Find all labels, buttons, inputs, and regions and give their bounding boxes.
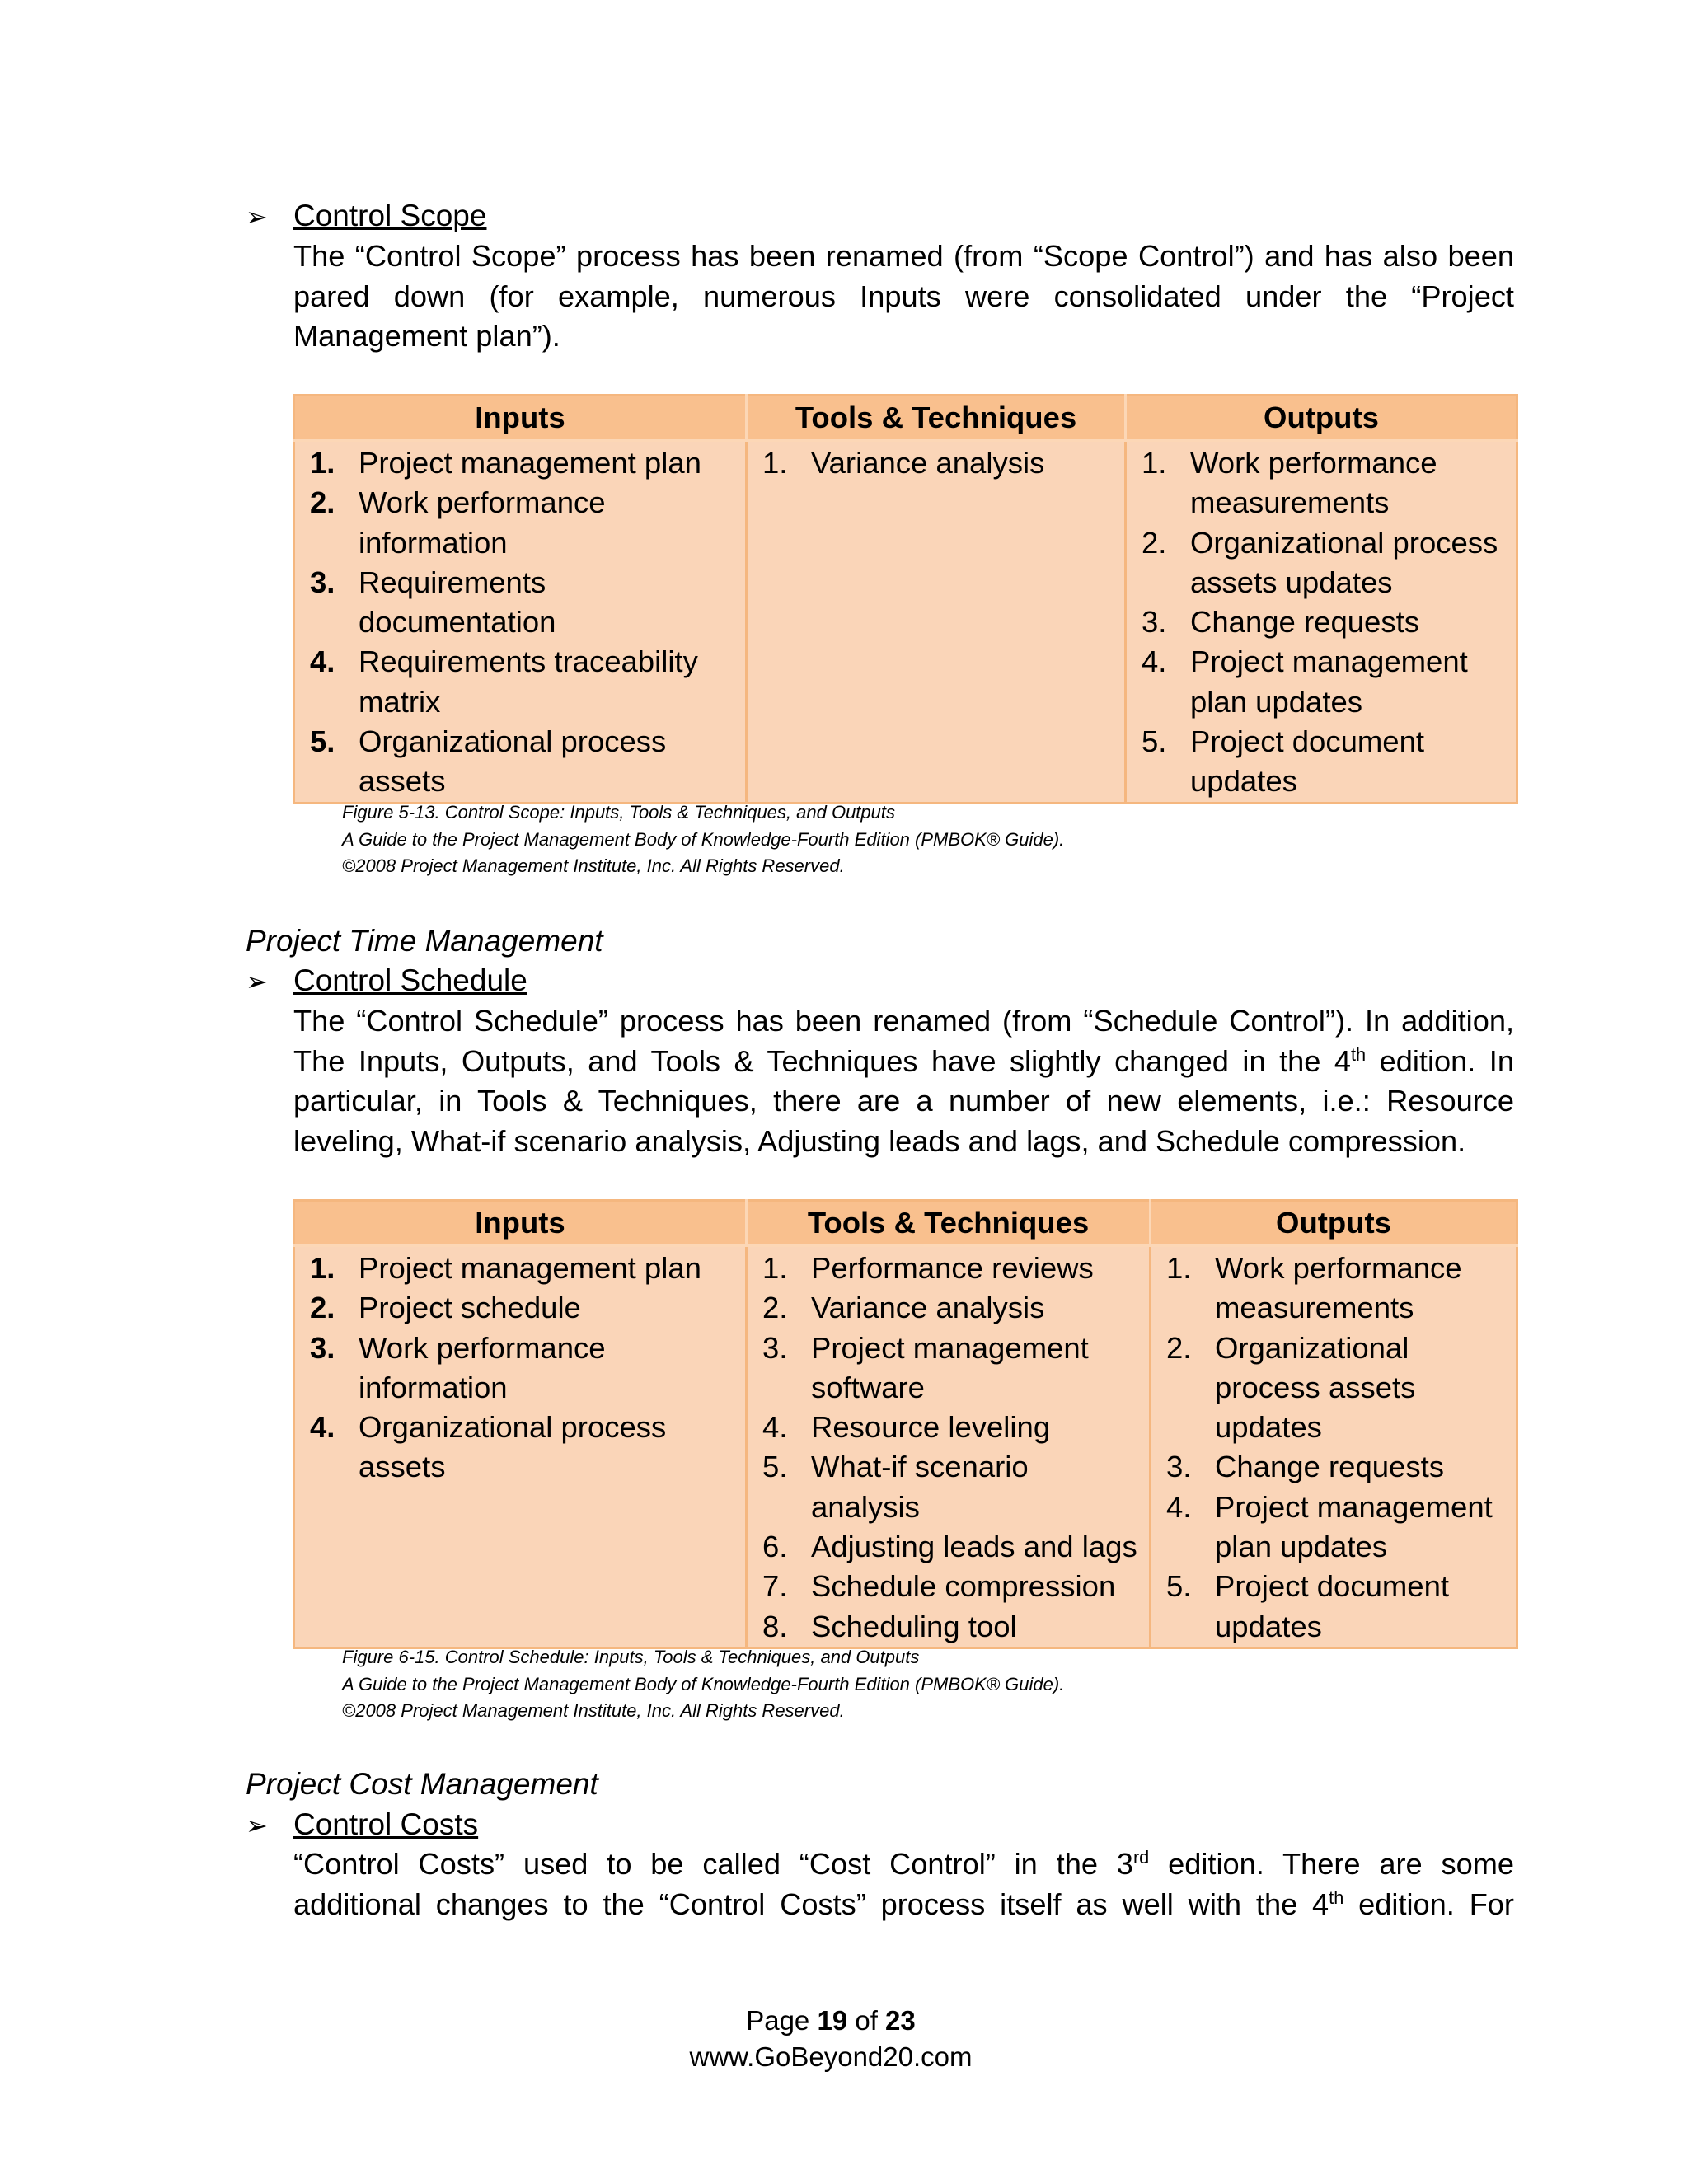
tools-list — [748, 443, 1124, 483]
item-number: 3. — [310, 1330, 335, 1365]
control-schedule-itto-table — [293, 1199, 1518, 1649]
paragraph-line — [293, 1042, 1514, 1082]
item-number: 3. — [1142, 605, 1167, 640]
control-scope-heading: Control Scope — [293, 199, 487, 232]
outputs-list — [1151, 1249, 1516, 1647]
outputs-list — [1127, 443, 1516, 802]
paragraph-line: The “Control Schedule” process has been renamed (from “Schedule Control”). In addition, — [293, 1004, 1514, 1038]
control-scope-itto-table — [293, 394, 1518, 804]
text-run: “Control Costs” used to be called “Cost Control” in the 3 — [293, 1847, 1133, 1881]
list-item — [295, 483, 745, 563]
item-text: Project document updates — [1190, 724, 1425, 799]
item-number: 4. — [310, 1410, 335, 1445]
item-number: 5. — [1142, 724, 1167, 759]
total-pages: 23 — [885, 2005, 916, 2036]
list-item — [295, 563, 745, 643]
item-text: Scheduling tool — [811, 1609, 1017, 1643]
list-item — [1127, 602, 1516, 642]
item-number: 6. — [762, 1530, 788, 1564]
control-schedule-heading: Control Schedule — [293, 963, 528, 997]
superscript: rd — [1132, 1846, 1150, 1868]
item-number: 8. — [762, 1609, 788, 1643]
paragraph-line: leveling, What-if scenario analysis, Adjusting leads and lags, and Schedule compression. — [293, 1123, 1466, 1158]
item-text: Work performance information — [359, 1330, 606, 1404]
project-cost-management-title: Project Cost Management — [246, 1767, 598, 1801]
column-header-outputs: Outputs — [1151, 1201, 1517, 1246]
outputs-cell — [1126, 441, 1517, 804]
text-run: additional changes to the “Control Costs” process itself as well with the 4 — [293, 1886, 1329, 1921]
caption-line: A Guide to the Project Management Body of Knowledge-Fourth Edition (PMBOK® Guide). — [342, 1673, 1065, 1694]
list-item — [748, 1329, 1149, 1408]
list-item — [1151, 1567, 1516, 1647]
list-item — [748, 1288, 1149, 1328]
list-item — [1151, 1249, 1516, 1329]
item-text: Organizational process assets — [359, 724, 667, 799]
item-number: 4. — [1142, 644, 1167, 679]
item-number: 3. — [310, 565, 335, 599]
item-number: 1. — [310, 446, 335, 480]
arrow-bullet-icon: ➢ — [246, 202, 268, 232]
item-text: Work performance information — [359, 485, 606, 560]
list-item — [1127, 523, 1516, 603]
item-number: 2. — [310, 1291, 335, 1325]
tools-cell — [747, 441, 1126, 804]
control-schedule-bullet — [246, 961, 528, 1001]
item-number: 4. — [762, 1410, 788, 1445]
item-number: 1. — [762, 1251, 788, 1285]
caption-line: Figure 6-15. Control Schedule: Inputs, Tools & Techniques, and Outputs — [342, 1647, 920, 1667]
inputs-cell — [294, 441, 747, 804]
text-run: edition. In — [1366, 1043, 1514, 1078]
item-text: Resource leveling — [811, 1410, 1051, 1445]
list-item — [295, 1329, 745, 1408]
item-number: 4. — [1166, 1489, 1192, 1524]
item-text: Variance analysis — [811, 446, 1045, 480]
list-item — [1151, 1447, 1516, 1487]
list-item — [1151, 1488, 1516, 1568]
arrow-bullet-icon: ➢ — [246, 967, 268, 996]
item-number: 5. — [310, 724, 335, 759]
column-header-inputs: Inputs — [294, 396, 747, 441]
item-text: Project schedule — [359, 1291, 581, 1325]
list-item — [1127, 642, 1516, 722]
list-item — [748, 1447, 1149, 1527]
superscript: th — [1351, 1043, 1367, 1065]
list-item — [748, 1249, 1149, 1288]
caption-line: Figure 5-13. Control Scope: Inputs, Tools & Techniques, and Outputs — [342, 802, 895, 823]
list-item — [748, 1607, 1149, 1647]
item-text: Project management plan — [359, 446, 701, 480]
paragraph-line: pared down (for example, numerous Inputs were consolidated under the “Project — [293, 279, 1514, 313]
item-number: 5. — [762, 1450, 788, 1484]
text-run: edition. For — [1343, 1886, 1514, 1921]
item-text: Organizational process assets updates — [1215, 1330, 1416, 1445]
inputs-list — [295, 1249, 745, 1488]
item-text: Project management plan — [359, 1251, 701, 1285]
item-number: 1. — [1142, 446, 1167, 480]
page-of: of — [847, 2005, 886, 2036]
list-item — [1127, 443, 1516, 523]
control-scope-paragraph — [293, 237, 1514, 357]
page-prefix: Page — [746, 2005, 818, 2036]
tools-list — [748, 1249, 1149, 1647]
list-item — [295, 1408, 745, 1488]
inputs-list — [295, 443, 745, 802]
item-number: 1. — [310, 1251, 335, 1285]
item-number: 1. — [1166, 1251, 1192, 1285]
item-number: 4. — [310, 644, 335, 679]
paragraph-line — [293, 1885, 1514, 1925]
caption-line: ©2008 Project Management Institute, Inc. All Rights Reserved. — [342, 1700, 845, 1721]
text-run: The Inputs, Outputs, and Tools & Techniques have slightly changed in the 4 — [293, 1043, 1351, 1078]
list-item — [295, 443, 745, 483]
inputs-cell — [294, 1246, 747, 1648]
item-number: 3. — [1166, 1450, 1192, 1484]
item-text: Project document updates — [1215, 1569, 1450, 1643]
item-text: Project management plan updates — [1215, 1489, 1493, 1564]
paragraph-line: The “Control Scope” process has been renamed (from “Scope Control”) and has also been — [293, 239, 1514, 273]
caption-line: A Guide to the Project Management Body of Knowledge-Fourth Edition (PMBOK® Guide). — [342, 828, 1065, 850]
item-text: What-if scenario analysis — [811, 1450, 1029, 1524]
item-text: Work performance measurements — [1190, 446, 1437, 520]
item-text: Change requests — [1215, 1450, 1444, 1484]
list-item — [748, 443, 1124, 483]
item-number: 2. — [762, 1291, 788, 1325]
list-item — [295, 722, 745, 802]
item-number: 7. — [762, 1569, 788, 1604]
list-item — [295, 1288, 745, 1328]
paragraph-line: Management plan”). — [293, 319, 560, 353]
tools-cell — [747, 1246, 1151, 1648]
item-text: Work performance measurements — [1215, 1251, 1462, 1325]
column-header-inputs: Inputs — [294, 1201, 747, 1246]
item-text: Organizational process assets updates — [1190, 525, 1498, 599]
item-number: 1. — [762, 446, 788, 480]
list-item — [1127, 722, 1516, 802]
item-text: Requirements documentation — [359, 565, 556, 640]
control-costs-paragraph — [293, 1844, 1514, 1924]
list-item — [748, 1527, 1149, 1567]
column-header-tools: Tools & Techniques — [747, 396, 1126, 441]
item-number: 2. — [1166, 1330, 1192, 1365]
list-item — [295, 642, 745, 722]
control-scope-bullet — [246, 196, 486, 237]
footer-url: www.GoBeyond20.com — [689, 2041, 973, 2072]
superscript: th — [1329, 1886, 1344, 1908]
control-costs-bullet — [246, 1805, 478, 1845]
current-page: 19 — [817, 2005, 848, 2036]
column-header-tools: Tools & Techniques — [747, 1201, 1151, 1246]
item-number: 2. — [1142, 525, 1167, 560]
item-text: Schedule compression — [811, 1569, 1116, 1604]
arrow-bullet-icon: ➢ — [246, 1811, 268, 1840]
item-number: 3. — [762, 1330, 788, 1365]
item-text: Organizational process assets — [359, 1410, 667, 1484]
figure-caption-6-15 — [342, 1644, 1064, 1725]
item-text: Project management software — [811, 1330, 1089, 1404]
control-schedule-paragraph — [293, 1001, 1514, 1161]
item-text: Adjusting leads and lags — [811, 1530, 1137, 1564]
paragraph-line — [293, 1844, 1514, 1885]
item-number: 5. — [1166, 1569, 1192, 1604]
list-item — [748, 1567, 1149, 1606]
item-number: 2. — [310, 485, 335, 520]
item-text: Requirements traceability matrix — [359, 644, 698, 719]
list-item — [295, 1249, 745, 1288]
project-time-management-title: Project Time Management — [246, 924, 603, 958]
text-run: edition. There are some — [1149, 1847, 1514, 1881]
column-header-outputs: Outputs — [1126, 396, 1517, 441]
item-text: Variance analysis — [811, 1291, 1045, 1325]
caption-line: ©2008 Project Management Institute, Inc. All Rights Reserved. — [342, 855, 845, 876]
list-item — [748, 1408, 1149, 1447]
item-text: Performance reviews — [811, 1251, 1094, 1285]
page-number — [0, 2003, 1662, 2039]
paragraph-line: particular, in Tools & Techniques, there are a number of new elements, i.e.: Resource — [293, 1084, 1514, 1118]
figure-caption-5-13 — [342, 799, 1064, 880]
control-costs-heading: Control Costs — [293, 1807, 479, 1841]
list-item — [1151, 1329, 1516, 1448]
item-text: Change requests — [1190, 605, 1419, 640]
outputs-cell — [1151, 1246, 1517, 1648]
item-text: Project management plan updates — [1190, 644, 1468, 719]
